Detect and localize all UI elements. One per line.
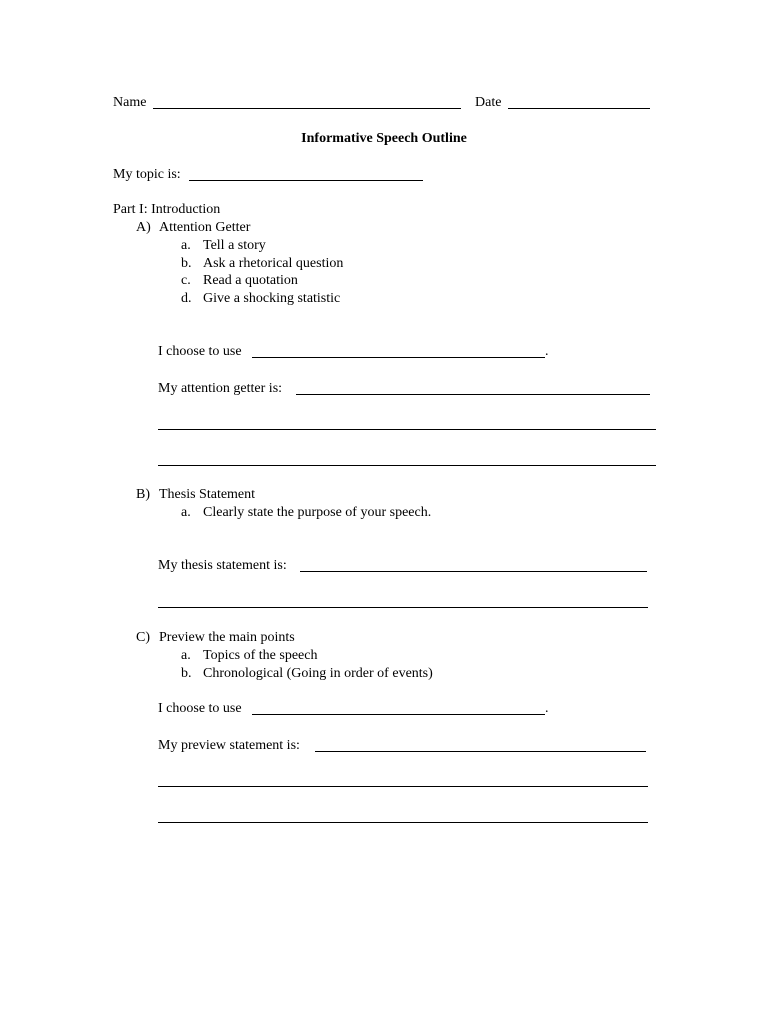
attention-getter-field[interactable]: [296, 394, 650, 395]
thesis-statement-field[interactable]: [300, 571, 647, 572]
section-b-marker: B): [136, 487, 150, 502]
attention-getter-line-2[interactable]: [158, 429, 656, 430]
attention-getter-label: My attention getter is:: [158, 381, 283, 396]
option-text: Ask a rhetorical question: [203, 256, 344, 271]
choose-label-c: I choose to use: [158, 701, 242, 716]
thesis-statement-line-2[interactable]: [158, 607, 648, 608]
section-b-label: Thesis Statement: [159, 487, 256, 502]
choose-label-a: I choose to use: [158, 344, 242, 359]
topic-label: My topic is:: [113, 167, 181, 182]
option-marker: b.: [181, 256, 192, 271]
thesis-statement-label: My thesis statement is:: [158, 558, 287, 573]
topic-field[interactable]: [189, 180, 423, 181]
choose-field-a[interactable]: [252, 357, 545, 358]
option-marker: a.: [181, 238, 191, 253]
section-c-label: Preview the main points: [159, 630, 295, 645]
choose-period-c: .: [545, 701, 549, 716]
option-text: Tell a story: [203, 238, 266, 253]
option-text: Clearly state the purpose of your speech.: [203, 505, 432, 520]
preview-statement-field[interactable]: [315, 751, 646, 752]
part1-heading: Part I: Introduction: [113, 202, 221, 217]
name-label: Name: [113, 95, 147, 110]
option-text: Chronological (Going in order of events): [203, 666, 433, 681]
section-a-label: Attention Getter: [159, 220, 251, 235]
option-marker: a.: [181, 505, 191, 520]
date-label: Date: [475, 95, 502, 110]
preview-statement-line-2[interactable]: [158, 786, 648, 787]
option-marker: c.: [181, 273, 191, 288]
choose-period-a: .: [545, 344, 549, 359]
choose-field-c[interactable]: [252, 714, 545, 715]
section-c-marker: C): [136, 630, 150, 645]
preview-statement-line-3[interactable]: [158, 822, 648, 823]
option-text: Give a shocking statistic: [203, 291, 341, 306]
option-text: Topics of the speech: [203, 648, 318, 663]
section-a-marker: A): [136, 220, 151, 235]
date-field[interactable]: [508, 108, 650, 109]
option-marker: a.: [181, 648, 191, 663]
name-field[interactable]: [153, 108, 461, 109]
option-text: Read a quotation: [203, 273, 298, 288]
attention-getter-line-3[interactable]: [158, 465, 656, 466]
preview-statement-label: My preview statement is:: [158, 738, 300, 753]
option-marker: d.: [181, 291, 192, 306]
page-title: Informative Speech Outline: [301, 131, 467, 146]
option-marker: b.: [181, 666, 192, 681]
